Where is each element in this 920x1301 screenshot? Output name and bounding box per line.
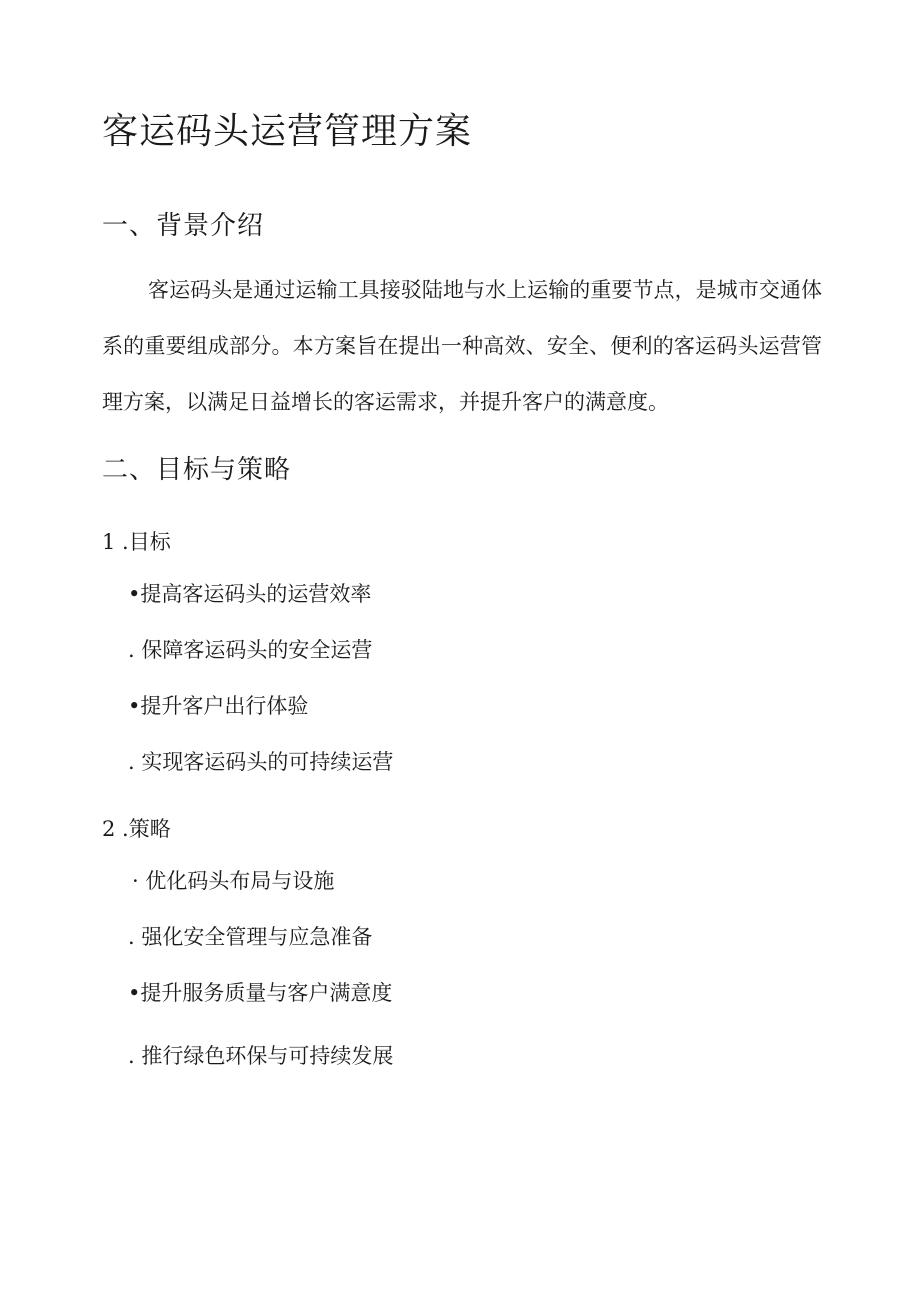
list-item: •提升客户出行体验 [128, 694, 309, 718]
list-item: . 保障客运码头的安全运营 [128, 638, 373, 662]
document-title: 客运码头运营管理方案 [102, 111, 473, 152]
subsection-heading-strategy: 2 .策略 [102, 817, 171, 841]
list-item: •提高客运码头的运营效率 [128, 582, 372, 606]
list-item: . 强化安全管理与应急准备 [128, 925, 373, 949]
subsection-heading-goals: 1 .目标 [102, 530, 171, 554]
list-item: · 优化码头布局与设施 [132, 869, 335, 893]
list-item: . 实现客运码头的可持续运营 [128, 750, 394, 774]
list-item: . 推行绿色环保与可持续发展 [128, 1044, 394, 1068]
section-heading-background: 一、背景介绍 [102, 211, 265, 241]
background-paragraph: 客运码头是通过运输工具接驳陆地与水上运输的重要节点，是城市交通体系的重要组成部分。本方案旨在提出一种高效、安全、便利的客运码头运营管理方案，以满足日益增长的客运需求，并提升客户的满意度。 [102, 278, 822, 414]
section-heading-goals-strategy: 二、目标与策略 [102, 455, 292, 485]
list-item: •提升服务质量与客户满意度 [128, 981, 393, 1005]
